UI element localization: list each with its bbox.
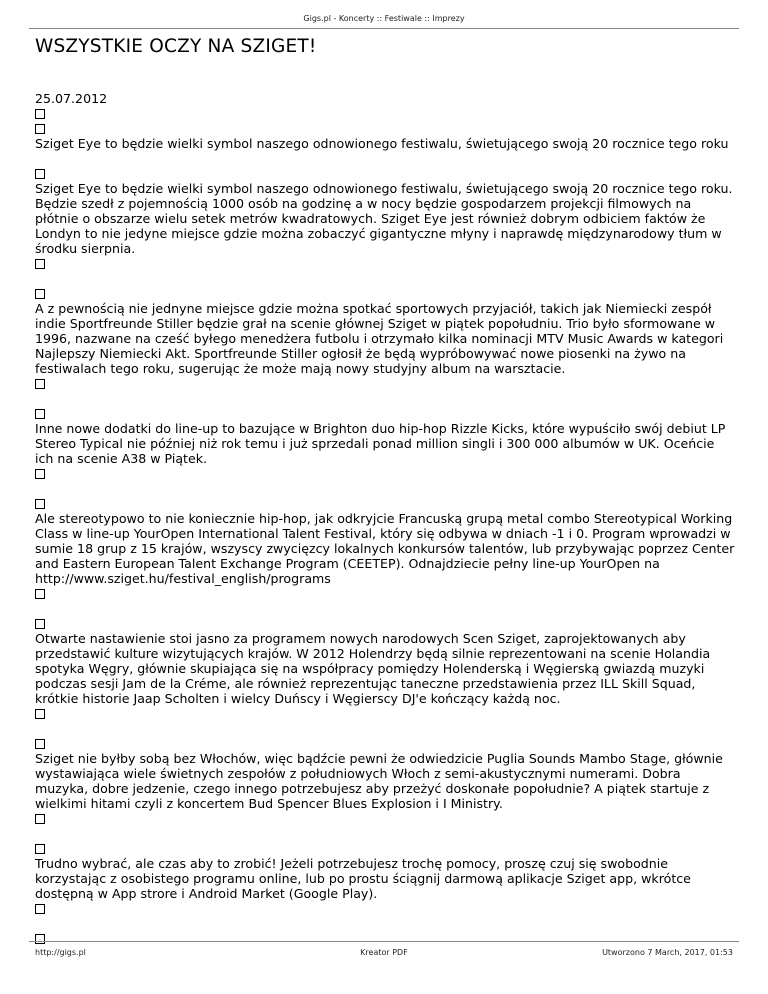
missing-glyph-icon bbox=[35, 619, 45, 629]
article-paragraph: A z pewnością nie jednyne miejsce gdzie można spotkać sportowych przyjaciół, takich jak Niemiecki zespół indie Sportfreunde Stiller będzie grał na scenie głównej Sziget w piątek popołudniu. Trio było sformowane w 1996, nazwane na cześć byłego menedżera futbolu i otrzymało kilka nominacji MTV Music Awards w kategori Najlepszy Niemiecki Akt. Sportfreunde Stiller ogłosił że będą wypróbowywać nowe piosenki na żywo na festiwalach tego roku, sugerując że może mają nowy studyjny album na warsztacie. bbox=[35, 301, 724, 376]
missing-glyph-icon bbox=[35, 589, 45, 599]
article-lead: Sziget Eye to będzie wielki symbol naszego odnowionego festiwalu, świetującego swoją 20 rocznice tego roku bbox=[35, 136, 729, 151]
missing-glyph-icon bbox=[35, 169, 45, 179]
footer-created-timestamp: Utworzono 7 March, 2017, 01:53 bbox=[602, 948, 733, 957]
missing-glyph-icon bbox=[35, 409, 45, 419]
article-paragraph: Inne nowe dodatki do line-up to bazujące w Brighton duo hip-hop Rizzle Kicks, które wypuściło swój debiut LP Stereo Typical nie później niż rok temu i już sprzedali ponad million singli i 300 000 albumów w UK. Oceńcie ich na scenie A38 w Piątek. bbox=[35, 421, 726, 466]
article-paragraph: Sziget Eye to będzie wielki symbol naszego odnowionego festiwalu, świetującego swoją 20 rocznice tego roku. Będzie szedł z pojemnością 1000 osób na godzinę a w nocy będzie gospodarzem projekcji filmowych na płótnie o obszarze wielu setek metrów kwadratowych. Sziget Eye jest również dobrym odbiciem faktów że Londyn to nie jedyne miejsce gdzie można zobaczyć gigantyczne młyny i naprawdę międzynarodowy tłum w środku sierpnia. bbox=[35, 181, 733, 256]
header-divider bbox=[29, 28, 739, 29]
missing-glyph-icon bbox=[35, 934, 45, 944]
article-paragraph: Trudno wybrać, ale czas aby to zrobić! Jeżeli potrzebujesz trochę pomocy, proszę czuj się swobodnie korzystając z osobistego programu online, lub po prostu ściągnij darmową aplikacje Sziget app, wkrótce dostępną w App strore i Android Market (Google Play). bbox=[35, 856, 691, 901]
footer-divider bbox=[29, 941, 739, 942]
article-date: 25.07.2012 bbox=[35, 91, 108, 106]
article-paragraph: Otwarte nastawienie stoi jasno za programem nowych narodowych Scen Sziget, zaprojektowanych aby przedstawić kulture wizytujących krajów. W 2012 Holendrzy będą silnie reprezentowani na scenie Holandia spotyka Węgry, głównie skupiająca się na współpracy pomiędzy Holenderską i Węgierską gwiazdą muzyki podczas sesji Jam de la Créme, ale również reprezentując taneczne przedstawienia przez ILL Skill Squad, krótkie historie Jaap Scholten i wielcy Duńscy i Węgierscy DJ'e kończący każdą noc. bbox=[35, 631, 711, 706]
missing-glyph-icon bbox=[35, 259, 45, 269]
page-title: WSZYSTKIE OCZY NA SZIGET! bbox=[35, 36, 317, 57]
missing-glyph-icon bbox=[35, 469, 45, 479]
footer-generator: Kreator PDF bbox=[360, 948, 408, 957]
missing-glyph-icon bbox=[35, 124, 45, 134]
article bbox=[35, 36, 735, 946]
missing-glyph-icon bbox=[35, 709, 45, 719]
missing-glyph-icon bbox=[35, 379, 45, 389]
footer-site-link[interactable]: http://gigs.pl bbox=[35, 948, 86, 957]
article-paragraph: Ale stereotypowo to nie koniecznie hip-hop, jak odkryjcie Francuską grupą metal combo Stereotypical Working Class w line-up YourOpen International Talent Festival, który się odbywa w dniach -1 i 0. Program wprowadzi w sumie 18 grup z 15 krajów, wszyscy zwycięzcy lokalnych konkursów talentów, lub przybywając poprzez Center and Eastern European Talent Exchange Program (CEETEP). Odnajdziecie pełny line-up YourOpen na http://www.sziget.hu/festival_english/programs bbox=[35, 511, 735, 586]
page-header: Gigs.pl - Koncerty :: Festiwale :: Imprezy bbox=[303, 14, 465, 23]
missing-glyph-icon bbox=[35, 499, 45, 509]
article-paragraph: Sziget nie byłby sobą bez Włochów, więc bądźcie pewni że odwiedzicie Puglia Sounds Mambo Stage, głównie wystawiająca wiele świetnych zespołów z południowych Włoch z semi-akustycznymi numerami. Dobra muzyka, dobre jedzenie, czego innego potrzebujesz aby przeżyć doskonałe popołudnie? A piątek startuje z wielkimi hitami czyli z koncertem Bud Spencer Blues Explosion i I Ministry. bbox=[35, 751, 723, 811]
missing-glyph-icon bbox=[35, 814, 45, 824]
missing-glyph-icon bbox=[35, 109, 45, 119]
article-body bbox=[35, 91, 735, 946]
missing-glyph-icon bbox=[35, 739, 45, 749]
missing-glyph-icon bbox=[35, 844, 45, 854]
missing-glyph-icon bbox=[35, 904, 45, 914]
missing-glyph-icon bbox=[35, 289, 45, 299]
